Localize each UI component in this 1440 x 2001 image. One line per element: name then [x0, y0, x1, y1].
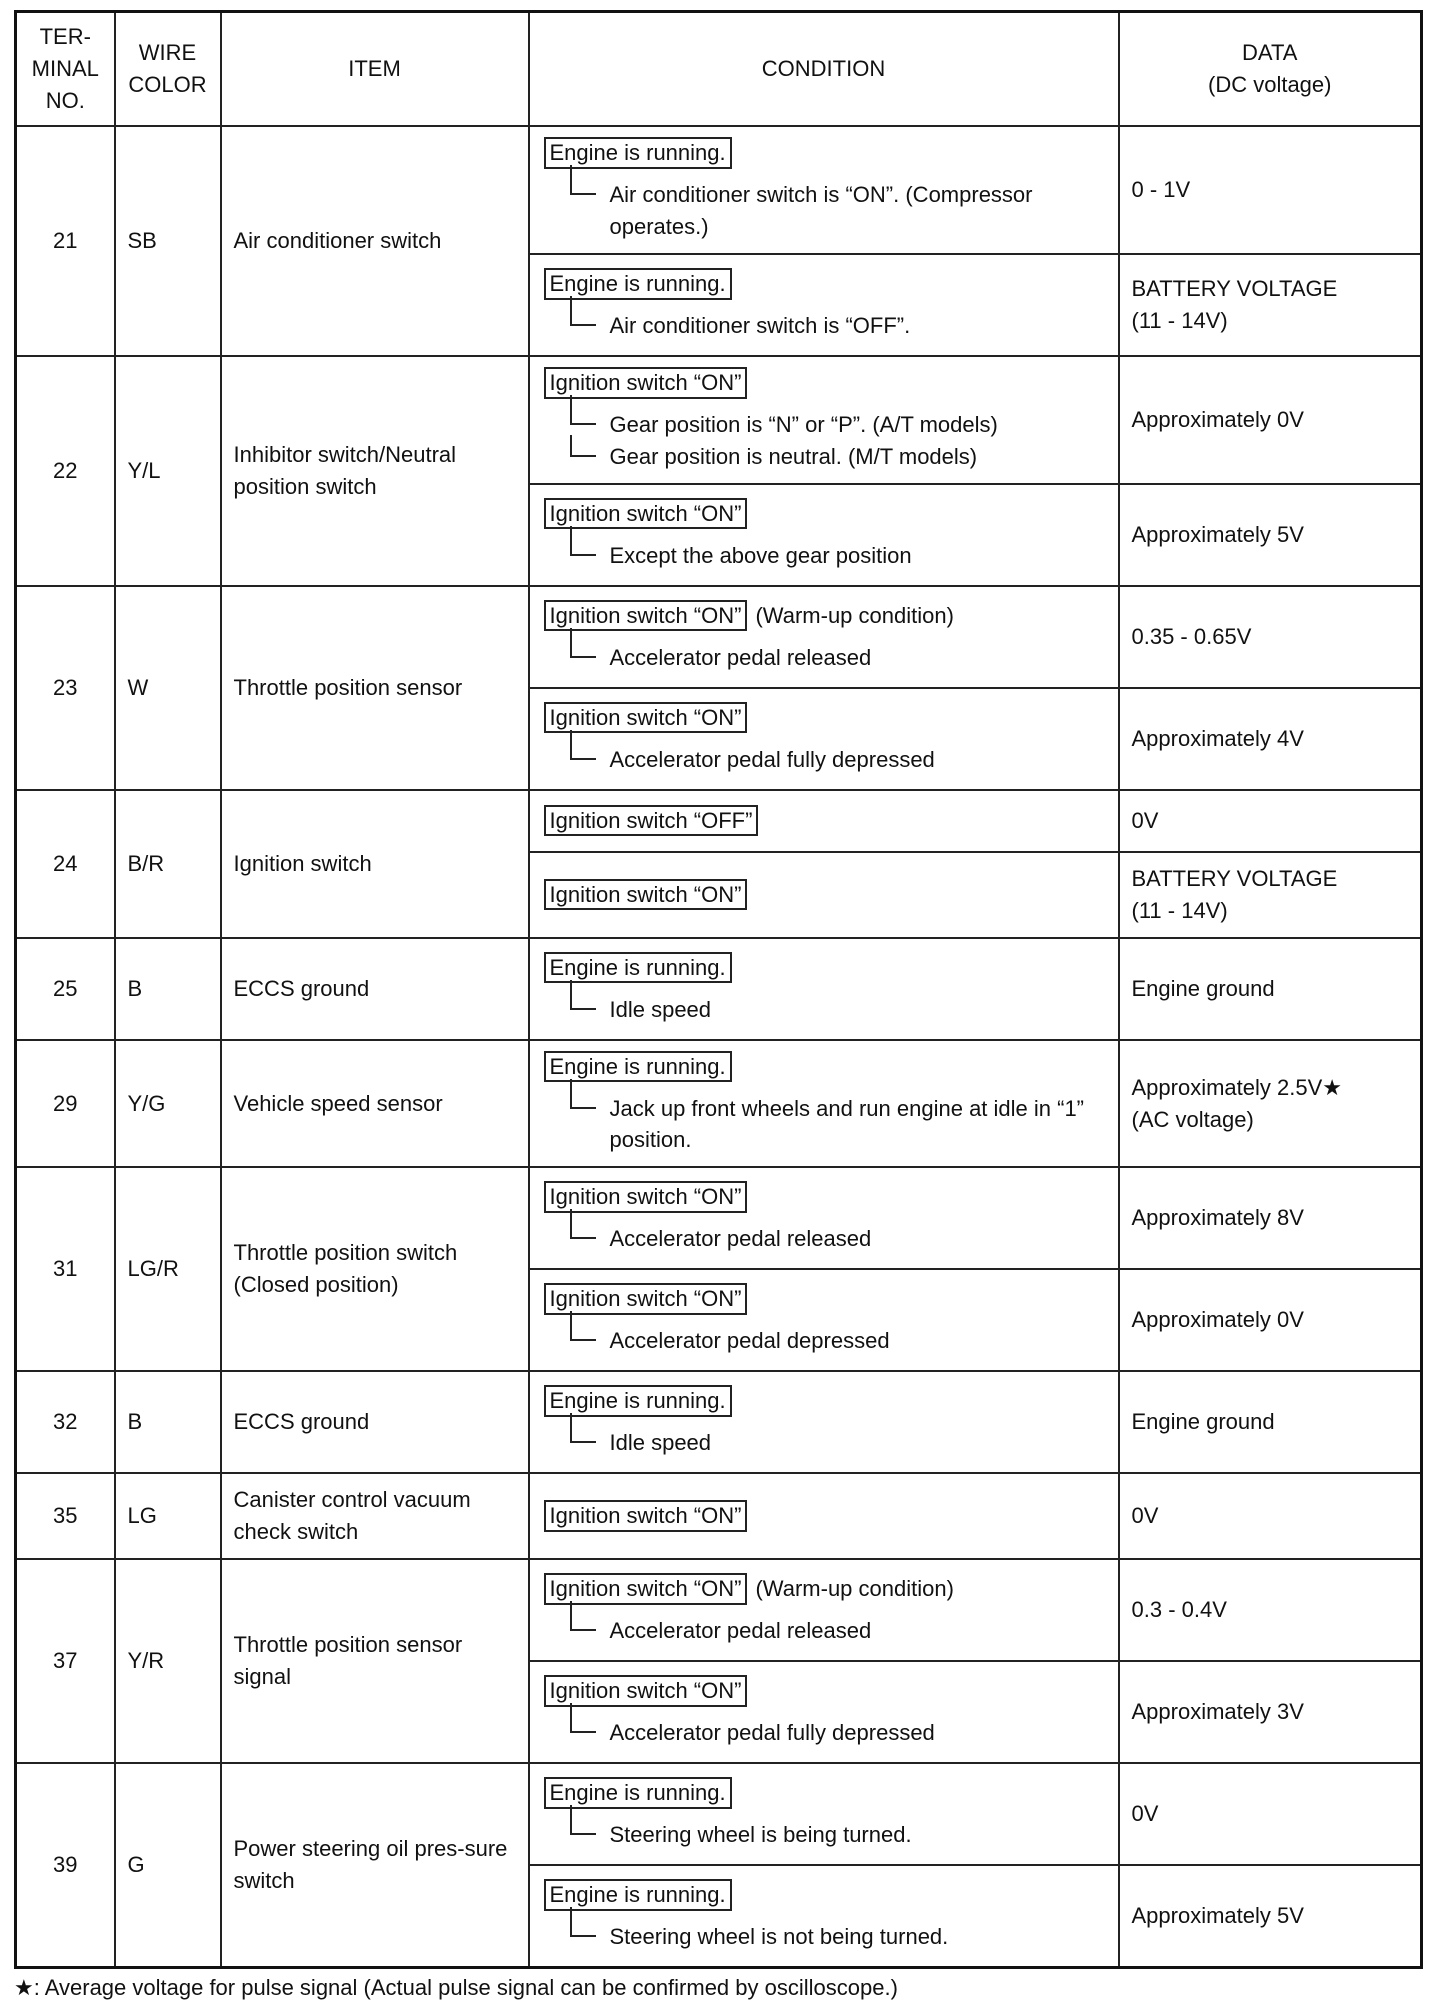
condition-head	[544, 268, 1106, 300]
condition-sub-text: Except the above gear position	[609, 542, 912, 568]
terminal-no-cell: 37	[16, 1559, 115, 1763]
tree-branch-icon	[570, 1601, 596, 1631]
condition-boxed-label: Engine is running.	[544, 268, 732, 300]
condition-sub-item	[544, 441, 1106, 473]
condition-sub-text: Air conditioner switch is “OFF”.	[609, 313, 911, 338]
tree-branch-icon	[570, 296, 596, 326]
table-row	[16, 1559, 1422, 1661]
condition-sub-text: Accelerator pedal released	[609, 644, 872, 670]
item-cell: Canister control vacuum check switch	[221, 1473, 529, 1559]
terminal-no-cell: 35	[16, 1473, 115, 1559]
data-value-cell: 0V	[1119, 1763, 1422, 1865]
condition-sub-list	[544, 744, 1106, 776]
condition-boxed-label: Engine is running.	[544, 1385, 732, 1417]
data-value-cell: 0 - 1V	[1119, 126, 1422, 254]
condition-cell	[529, 586, 1119, 688]
condition-sub-text: Accelerator pedal fully depressed	[609, 746, 935, 772]
wire-color-cell: Y/R	[115, 1559, 221, 1763]
condition-sub-text: Accelerator pedal depressed	[609, 1328, 890, 1354]
condition-sub-text: Air conditioner switch is “ON”. (Compressor operates.)	[609, 182, 1033, 239]
wire-color-cell: B	[115, 938, 221, 1040]
condition-head	[544, 702, 1106, 734]
condition-boxed-label: Engine is running.	[544, 1051, 732, 1083]
terminal-no-cell: 39	[16, 1763, 115, 1968]
condition-sub-item	[544, 540, 1106, 572]
data-value-cell: 0.35 - 0.65V	[1119, 586, 1422, 688]
condition-cell	[529, 1371, 1119, 1473]
condition-head	[544, 1181, 1106, 1213]
condition-head	[544, 1879, 1106, 1911]
condition-boxed-label: Ignition switch “ON”	[544, 1573, 748, 1605]
condition-boxed-label: Ignition switch “ON”	[544, 1283, 748, 1315]
condition-sub-list	[544, 310, 1106, 342]
condition-sub-item	[544, 1819, 1106, 1851]
condition-cell	[529, 1661, 1119, 1763]
terminal-table	[14, 10, 1423, 1969]
table-row	[16, 790, 1422, 852]
condition-head	[544, 1777, 1106, 1809]
tree-branch-icon	[570, 1311, 596, 1341]
condition-head	[544, 367, 1106, 399]
terminal-no-cell: 32	[16, 1371, 115, 1473]
wire-color-cell: Y/G	[115, 1040, 221, 1168]
item-cell: Throttle position sensor	[221, 586, 529, 790]
tree-branch-icon	[570, 1209, 596, 1239]
tree-branch-icon	[570, 165, 596, 195]
condition-head	[544, 1385, 1106, 1417]
table-body	[16, 126, 1422, 1968]
condition-sub-item	[544, 994, 1106, 1026]
tree-branch-icon	[570, 730, 596, 760]
condition-head	[544, 1283, 1106, 1315]
condition-sub-item	[544, 179, 1106, 243]
data-value-cell: 0V	[1119, 790, 1422, 852]
table-row	[16, 356, 1422, 484]
condition-head	[544, 805, 1106, 837]
wire-color-cell: LG/R	[115, 1167, 221, 1371]
footnote: ★: Average voltage for pulse signal (Actual pulse signal can be confirmed by oscilloscope.)	[14, 1975, 898, 2001]
terminal-no-cell: 23	[16, 586, 115, 790]
tree-branch-icon	[570, 628, 596, 658]
condition-boxed-label: Engine is running.	[544, 952, 732, 984]
terminal-no-cell: 29	[16, 1040, 115, 1168]
condition-head	[544, 1500, 1106, 1532]
condition-sub-item	[544, 1921, 1106, 1953]
condition-sub-list	[544, 409, 1106, 473]
terminal-no-cell: 24	[16, 790, 115, 938]
data-value-cell: Engine ground	[1119, 1371, 1422, 1473]
condition-sub-text: Accelerator pedal fully depressed	[609, 1720, 935, 1746]
data-value-cell: Approximately 5V	[1119, 1865, 1422, 1968]
condition-sub-text: Gear position is “N” or “P”. (A/T models)	[609, 411, 998, 437]
condition-cell	[529, 126, 1119, 254]
condition-sub-text: Accelerator pedal released	[609, 1618, 872, 1644]
condition-sub-item	[544, 409, 1106, 441]
condition-boxed-label: Ignition switch “ON”	[544, 600, 748, 632]
table-row	[16, 586, 1422, 688]
condition-sub-list	[544, 1223, 1106, 1255]
condition-boxed-label: Ignition switch “ON”	[544, 367, 748, 399]
condition-sub-text: Steering wheel is not being turned.	[609, 1924, 949, 1950]
condition-boxed-label: Engine is running.	[544, 1879, 732, 1911]
terminal-no-cell: 31	[16, 1167, 115, 1371]
tree-branch-icon	[570, 1907, 596, 1937]
condition-sub-item	[544, 1615, 1106, 1647]
condition-sub-item	[544, 744, 1106, 776]
condition-head	[544, 1675, 1106, 1707]
condition-sub-list	[544, 179, 1106, 243]
condition-boxed-label: Ignition switch “ON”	[544, 1500, 748, 1532]
data-value-cell: Approximately 0V	[1119, 356, 1422, 484]
condition-cell	[529, 852, 1119, 938]
item-cell: ECCS ground	[221, 938, 529, 1040]
condition-boxed-label: Ignition switch “ON”	[544, 1181, 748, 1213]
data-value-cell: Engine ground	[1119, 938, 1422, 1040]
condition-cell	[529, 1040, 1119, 1168]
condition-sub-item	[544, 310, 1106, 342]
condition-head	[544, 1051, 1106, 1083]
table-row	[16, 126, 1422, 254]
tree-branch-icon	[570, 1413, 596, 1443]
condition-note: (Warm-up condition)	[755, 602, 954, 628]
data-value-cell: BATTERY VOLTAGE (11 - 14V)	[1119, 254, 1422, 356]
item-cell: Vehicle speed sensor	[221, 1040, 529, 1168]
condition-cell	[529, 1559, 1119, 1661]
tree-branch-icon	[570, 1703, 596, 1733]
condition-head	[544, 879, 1106, 911]
wire-color-cell: B	[115, 1371, 221, 1473]
condition-sub-item	[544, 1427, 1106, 1459]
header-condition: CONDITION	[529, 12, 1119, 127]
table-row	[16, 1473, 1422, 1559]
data-value-cell: Approximately 8V	[1119, 1167, 1422, 1269]
condition-head	[544, 137, 1106, 169]
data-value-cell: 0.3 - 0.4V	[1119, 1559, 1422, 1661]
condition-sub-item	[544, 1325, 1106, 1357]
condition-sub-item	[544, 1093, 1106, 1157]
terminal-data-sheet	[14, 10, 1420, 2001]
wire-color-cell: G	[115, 1763, 221, 1968]
condition-boxed-label: Ignition switch “ON”	[544, 879, 748, 911]
condition-cell	[529, 790, 1119, 852]
condition-boxed-label: Engine is running.	[544, 137, 732, 169]
condition-boxed-label: Ignition switch “ON”	[544, 498, 748, 530]
item-cell: Air conditioner switch	[221, 126, 529, 356]
data-value-cell: 0V	[1119, 1473, 1422, 1559]
condition-sub-list	[544, 1819, 1106, 1851]
condition-cell	[529, 356, 1119, 484]
condition-cell	[529, 1167, 1119, 1269]
table-row	[16, 938, 1422, 1040]
condition-sub-list	[544, 1615, 1106, 1647]
condition-sub-list	[544, 642, 1106, 674]
table-row	[16, 1371, 1422, 1473]
condition-sub-text: Gear position is neutral. (M/T models)	[609, 443, 978, 469]
condition-sub-list	[544, 1093, 1106, 1157]
table-row	[16, 1763, 1422, 1865]
item-cell: ECCS ground	[221, 1371, 529, 1473]
wire-color-cell: W	[115, 586, 221, 790]
condition-cell	[529, 1865, 1119, 1968]
tree-branch-icon	[570, 395, 596, 425]
data-value-cell: Approximately 4V	[1119, 688, 1422, 790]
condition-sub-text: Accelerator pedal released	[609, 1226, 872, 1252]
condition-sub-item	[544, 1223, 1106, 1255]
condition-sub-list	[544, 1325, 1106, 1357]
wire-color-cell: LG	[115, 1473, 221, 1559]
condition-boxed-label: Ignition switch “OFF”	[544, 805, 759, 837]
condition-sub-item	[544, 1717, 1106, 1749]
wire-color-cell: B/R	[115, 790, 221, 938]
condition-sub-list	[544, 1717, 1106, 1749]
item-cell: Throttle position switch (Closed position)	[221, 1167, 529, 1371]
header-item: ITEM	[221, 12, 529, 127]
condition-sub-text: Jack up front wheels and run engine at idle in “1” position.	[609, 1095, 1085, 1153]
data-value-cell: Approximately 3V	[1119, 1661, 1422, 1763]
data-value-cell: Approximately 5V	[1119, 484, 1422, 586]
condition-boxed-label: Engine is running.	[544, 1777, 732, 1809]
condition-sub-text: Steering wheel is being turned.	[609, 1822, 912, 1848]
condition-cell	[529, 484, 1119, 586]
terminal-no-cell: 25	[16, 938, 115, 1040]
condition-sub-list	[544, 994, 1106, 1026]
header-row	[16, 12, 1422, 127]
condition-sub-list	[544, 540, 1106, 572]
condition-sub-list	[544, 1427, 1106, 1459]
condition-cell	[529, 254, 1119, 356]
item-cell: Throttle position sensor signal	[221, 1559, 529, 1763]
condition-cell	[529, 1473, 1119, 1559]
tree-branch-icon	[570, 1805, 596, 1835]
table-row	[16, 1040, 1422, 1168]
condition-head	[544, 498, 1106, 530]
header-terminal-no: TER- MINAL NO.	[16, 12, 115, 127]
tree-branch-icon	[570, 980, 596, 1010]
table-row	[16, 1167, 1422, 1269]
terminal-no-cell: 22	[16, 356, 115, 586]
tree-branch-icon	[570, 526, 596, 556]
condition-cell	[529, 1763, 1119, 1865]
condition-head	[544, 600, 1106, 632]
condition-cell	[529, 688, 1119, 790]
condition-boxed-label: Ignition switch “ON”	[544, 702, 748, 734]
tree-branch-icon	[570, 1079, 596, 1109]
condition-note: (Warm-up condition)	[755, 1576, 954, 1602]
data-value-cell: Approximately 0V	[1119, 1269, 1422, 1371]
condition-head	[544, 952, 1106, 984]
tree-branch-icon	[570, 435, 596, 457]
wire-color-cell: Y/L	[115, 356, 221, 586]
condition-sub-text: Idle speed	[609, 996, 712, 1022]
item-cell: Power steering oil pres-sure switch	[221, 1763, 529, 1968]
header-data: DATA (DC voltage)	[1119, 12, 1422, 127]
wire-color-cell: SB	[115, 126, 221, 356]
condition-sub-text: Idle speed	[609, 1430, 712, 1456]
terminal-no-cell: 21	[16, 126, 115, 356]
condition-cell	[529, 938, 1119, 1040]
condition-head	[544, 1573, 1106, 1605]
data-value-cell: BATTERY VOLTAGE (11 - 14V)	[1119, 852, 1422, 938]
condition-cell	[529, 1269, 1119, 1371]
condition-sub-item	[544, 642, 1106, 674]
item-cell: Inhibitor switch/Neutral position switch	[221, 356, 529, 586]
data-value-cell: Approximately 2.5V★ (AC voltage)	[1119, 1040, 1422, 1168]
item-cell: Ignition switch	[221, 790, 529, 938]
header-wire-color: WIRE COLOR	[115, 12, 221, 127]
condition-boxed-label: Ignition switch “ON”	[544, 1675, 748, 1707]
condition-sub-list	[544, 1921, 1106, 1953]
